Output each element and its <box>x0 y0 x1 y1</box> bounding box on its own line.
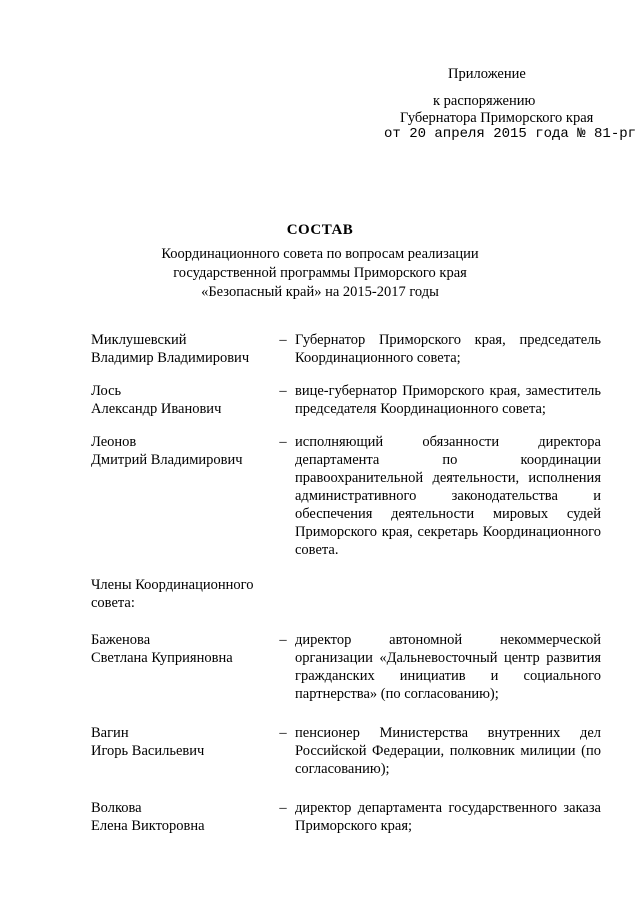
member-role: исполняющий обязанности директора департамента по координации правоохранительной деятельности, исполнения административного законодательства и обеспечения деятельности мировых судей Приморского края, секретарь Координационного совета. <box>295 434 601 558</box>
member-given-name: Владимир Владимирович <box>91 350 250 366</box>
member-name <box>91 799 271 835</box>
document-subtitle <box>0 245 640 302</box>
roster-entry <box>91 433 603 559</box>
subtitle-line: государственной программы Приморского края <box>173 265 467 281</box>
member-name <box>91 724 271 778</box>
member-given-name: Дмитрий Владимирович <box>91 452 243 468</box>
dash-separator: – <box>279 434 287 450</box>
member-role: директор автономной некоммерческой организации «Дальневосточный центр развития гражданских инициатив и социального партнерства» (по согласованию); <box>295 632 601 702</box>
member-surname: Леонов <box>91 434 137 450</box>
council-roster <box>91 331 603 835</box>
member-role: пенсионер Министерства внутренних дел Российской Федерации, полковник милиции (по согласованию); <box>295 725 601 777</box>
members-heading: Члены Координационного совета: <box>91 577 254 611</box>
appendix-date-number: от 20 апреля 2015 года № 81-рг <box>384 126 637 142</box>
member-given-name: Александр Иванович <box>91 401 222 417</box>
roster-entry <box>91 331 603 367</box>
member-given-name: Игорь Васильевич <box>91 743 205 759</box>
member-given-name: Светлана Куприяновна <box>91 650 233 666</box>
dash-separator: – <box>279 725 287 741</box>
member-surname: Миклушевский <box>91 332 187 348</box>
dash-separator: – <box>279 800 287 816</box>
member-role: директор департамента государственного заказа Приморского края; <box>295 800 601 834</box>
member-surname: Вагин <box>91 725 129 741</box>
member-name <box>91 433 271 559</box>
member-surname: Баженова <box>91 632 151 648</box>
member-name <box>91 382 271 418</box>
member-role: Губернатор Приморского края, председатель Координационного совета; <box>295 332 601 366</box>
roster-entry <box>91 799 603 835</box>
dash-separator: – <box>279 383 287 399</box>
subtitle-line: «Безопасный край» на 2015-2017 годы <box>201 284 439 300</box>
appendix-issuer: Губернатора Приморского края <box>400 110 594 126</box>
member-name <box>91 331 271 367</box>
member-surname: Волкова <box>91 800 142 816</box>
subtitle-line: Координационного совета по вопросам реализации <box>161 246 479 262</box>
appendix-label: Приложение <box>448 66 526 82</box>
member-name <box>91 631 271 703</box>
roster-entry <box>91 724 603 778</box>
member-given-name: Елена Викторовна <box>91 818 205 834</box>
roster-entry <box>91 382 603 418</box>
dash-separator: – <box>279 332 287 348</box>
document-title: СОСТАВ <box>286 222 354 238</box>
roster-entry <box>91 631 603 703</box>
member-role: вице-губернатор Приморского края, заместитель председателя Координационного совета; <box>295 383 601 417</box>
appendix-order-ref: к распоряжению <box>433 93 536 109</box>
dash-separator: – <box>279 632 287 648</box>
member-surname: Лось <box>91 383 122 399</box>
